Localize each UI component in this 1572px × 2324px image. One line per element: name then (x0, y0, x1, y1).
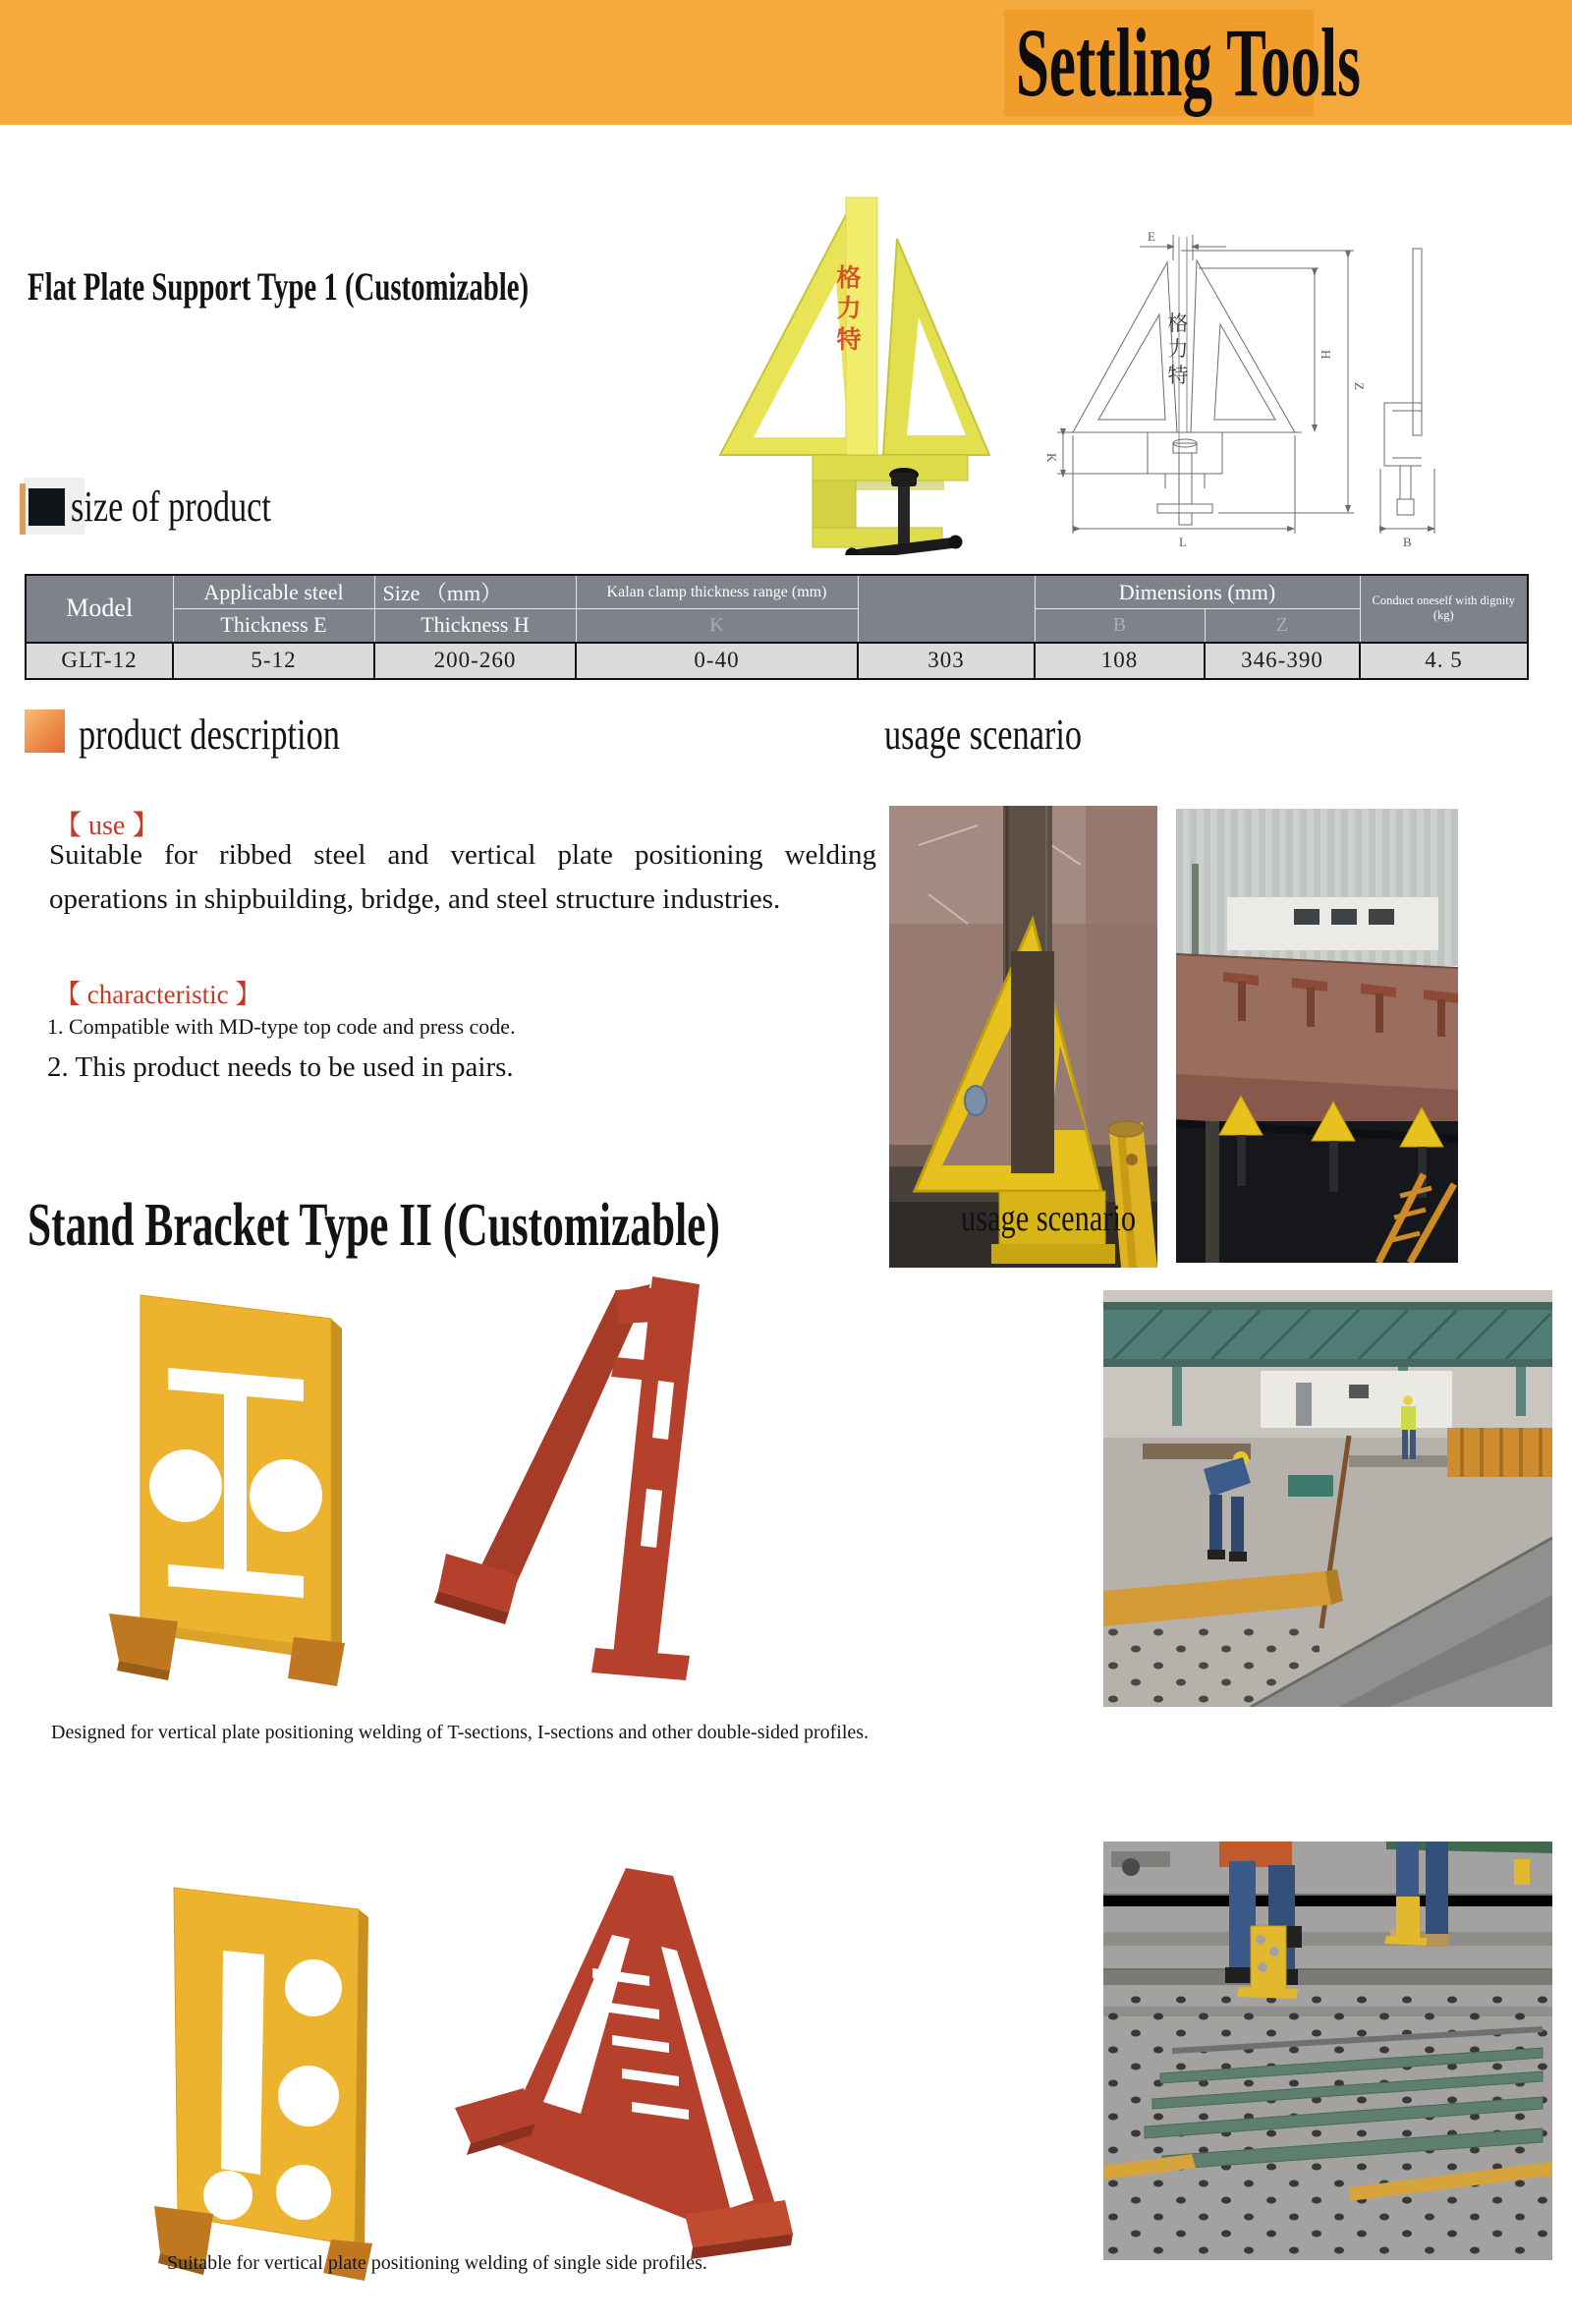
brand-characters-photo: 格力特 (836, 265, 862, 354)
yellow-bracket-b (154, 1888, 372, 2281)
subheader-thickness-e: Thickness E (173, 609, 374, 643)
conduct-text: Conduct oneself with dignity (1372, 594, 1515, 608)
stand-bracket-red-double (422, 1263, 771, 1680)
cell-e: 5-12 (173, 643, 374, 679)
stand-bracket-yellow-single (113, 1860, 437, 2283)
red-bracket-a (434, 1276, 700, 1680)
page-title: Settling Tools (1016, 8, 1361, 117)
dim-h-label: H (1319, 350, 1333, 360)
side-view (1380, 249, 1434, 534)
col-header-applicable-steel: Applicable steel (173, 575, 374, 609)
brand-characters-drawing: 格力特 (1167, 312, 1189, 387)
description-heading-square-icon (25, 709, 65, 753)
product2-title: Stand Bracket Type II (Customizable) (28, 1192, 720, 1259)
usage-scenario-heading-2: usage scenario (961, 1198, 1137, 1239)
factory-scene (1176, 809, 1458, 1263)
cell-model: GLT-12 (26, 643, 173, 679)
size-heading-strip (20, 483, 26, 535)
product1-photo (702, 162, 997, 555)
product1-technical-drawing (1022, 221, 1474, 555)
subheader-k: K (576, 609, 858, 643)
deck-scene (1103, 1842, 1552, 2260)
flat-plate-support-illustration (720, 198, 989, 555)
cell-b: 108 (1035, 643, 1205, 679)
yellow-bracket-a (109, 1295, 345, 1686)
product1-title: Flat Plate Support Type 1 (Customizable) (28, 264, 530, 309)
usage-photo-deck (1103, 1842, 1552, 2260)
size-heading-square-icon (28, 488, 65, 526)
use-label: 【 use 】 (54, 811, 160, 841)
usage-photo-factory-wall (1176, 809, 1458, 1263)
conduct-unit: (kg) (1432, 608, 1454, 623)
characteristic-label: 【 characteristic 】 (54, 980, 262, 1009)
characteristic-item-1: 1. Compatible with MD-type top code and press code. (47, 1014, 516, 1039)
size-heading: size of product (71, 482, 271, 531)
spec-table (25, 574, 1529, 680)
dim-z-label: Z (1352, 382, 1367, 390)
caption-single-sided: Suitable for vertical plate positioning welding of single side profiles. (167, 2252, 707, 2274)
col-header-size: Size （mm） (374, 575, 576, 609)
characteristic-item-2: 2. This product needs to be used in pairs. (47, 1051, 514, 1083)
dim-e-label: E (1148, 229, 1155, 244)
caption-double-sided: Designed for vertical plate positioning welding of T-sections, I-sections and other double-sided profiles. (51, 1722, 870, 1743)
cell-l: 303 (858, 643, 1035, 679)
front-view (1057, 235, 1354, 534)
stand-bracket-yellow-double (84, 1277, 408, 1695)
subheader-b: B (1035, 609, 1205, 643)
use-paragraph: Suitable for ribbed steel and vertical plate positioning welding operations in shipbuilding, bridge, and steel structure industries. (49, 839, 876, 915)
usage-photo-shipyard (1103, 1290, 1552, 1707)
subheader-z: Z (1205, 609, 1360, 643)
col-header-dimensions: Dimensions (mm) (1035, 575, 1360, 609)
shipyard-scene (1103, 1290, 1552, 1707)
dim-k-label: K (1044, 453, 1059, 463)
dim-b-label: B (1403, 535, 1412, 549)
red-bracket-b (455, 1868, 793, 2259)
cell-k: 0-40 (576, 643, 858, 679)
usage-scenario-heading-1: usage scenario (884, 710, 1083, 759)
dimension-labels (1044, 229, 1412, 549)
cell-weight: 4. 5 (1360, 643, 1528, 679)
cell-h: 200-260 (374, 643, 576, 679)
cell-z: 346-390 (1205, 643, 1360, 679)
col-header-model: Model (26, 575, 173, 643)
stand-bracket-red-single (437, 1850, 801, 2273)
col-header-conduct (1360, 575, 1528, 643)
description-heading: product description (79, 710, 340, 759)
subheader-thickness-h: Thickness H (374, 609, 576, 643)
dim-l-label: L (1179, 535, 1187, 549)
col-header-blank (858, 575, 1035, 643)
col-header-kalan: Kalan clamp thickness range (mm) (576, 575, 858, 609)
